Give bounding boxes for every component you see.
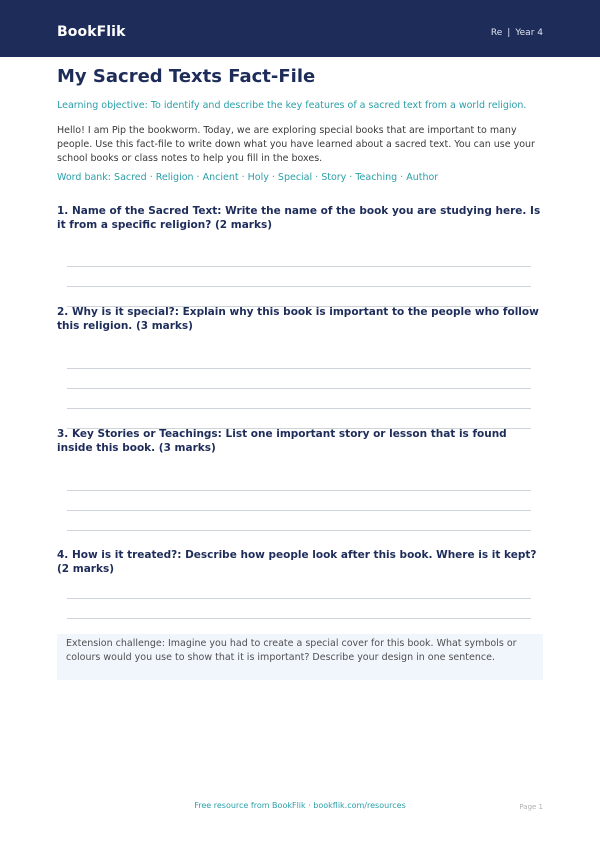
page-number: Page 1 xyxy=(519,803,543,811)
answer-line[interactable] xyxy=(67,490,531,491)
subject-label: Re xyxy=(490,28,503,38)
answer-line[interactable] xyxy=(67,598,531,599)
page-title: My Sacred Texts Fact-File xyxy=(57,66,316,87)
answer-line[interactable] xyxy=(67,530,531,531)
answer-line[interactable] xyxy=(67,388,531,389)
extension-challenge-text: Extension challenge: Imagine you had to create a special cover for this book. What symbols or colours would you use to show that it is important? Describe your design in one sentence. xyxy=(66,638,517,663)
year-label: Year 4 xyxy=(515,28,543,38)
answer-line[interactable] xyxy=(67,368,531,369)
answer-line[interactable] xyxy=(67,618,531,619)
question-2: 2. Why is it special?: Explain why this book is important to the people who follow this religion. (3 marks) xyxy=(57,306,539,332)
answer-line[interactable] xyxy=(67,266,531,267)
learning-objective: Learning objective: To identify and describe the key features of a sacred text from a world religion. xyxy=(57,100,527,111)
word-bank: Word bank: Sacred · Religion · Ancient · Holy · Special · Story · Teaching · Author xyxy=(57,172,439,183)
header-meta xyxy=(491,28,543,38)
answer-line[interactable] xyxy=(67,510,531,511)
header-bar xyxy=(0,0,600,57)
question-1: 1. Name of the Sacred Text: Write the name of the book you are studying here. Is it from a specific religion? (2 marks) xyxy=(57,205,541,231)
footer-credit: Free resource from BookFlik · bookflik.com/resources xyxy=(194,801,406,810)
extension-challenge-box xyxy=(57,634,543,680)
answer-line[interactable] xyxy=(67,408,531,409)
intro-paragraph: Hello! I am Pip the bookworm. Today, we are exploring special books that are important to many people. Use this fact-file to write down what you have learned about a sacred text. You can use your school books or class notes to help you fill in the boxes. xyxy=(57,125,535,164)
question-4: 4. How is it treated?: Describe how people look after this book. Where is it kept? (2 marks) xyxy=(57,549,537,575)
question-3: 3. Key Stories or Teachings: List one important story or lesson that is found inside this book. (3 marks) xyxy=(57,428,507,454)
brand-logo-text: BookFlik xyxy=(57,24,126,40)
answer-line[interactable] xyxy=(67,286,531,287)
header-separator: | xyxy=(507,28,511,38)
